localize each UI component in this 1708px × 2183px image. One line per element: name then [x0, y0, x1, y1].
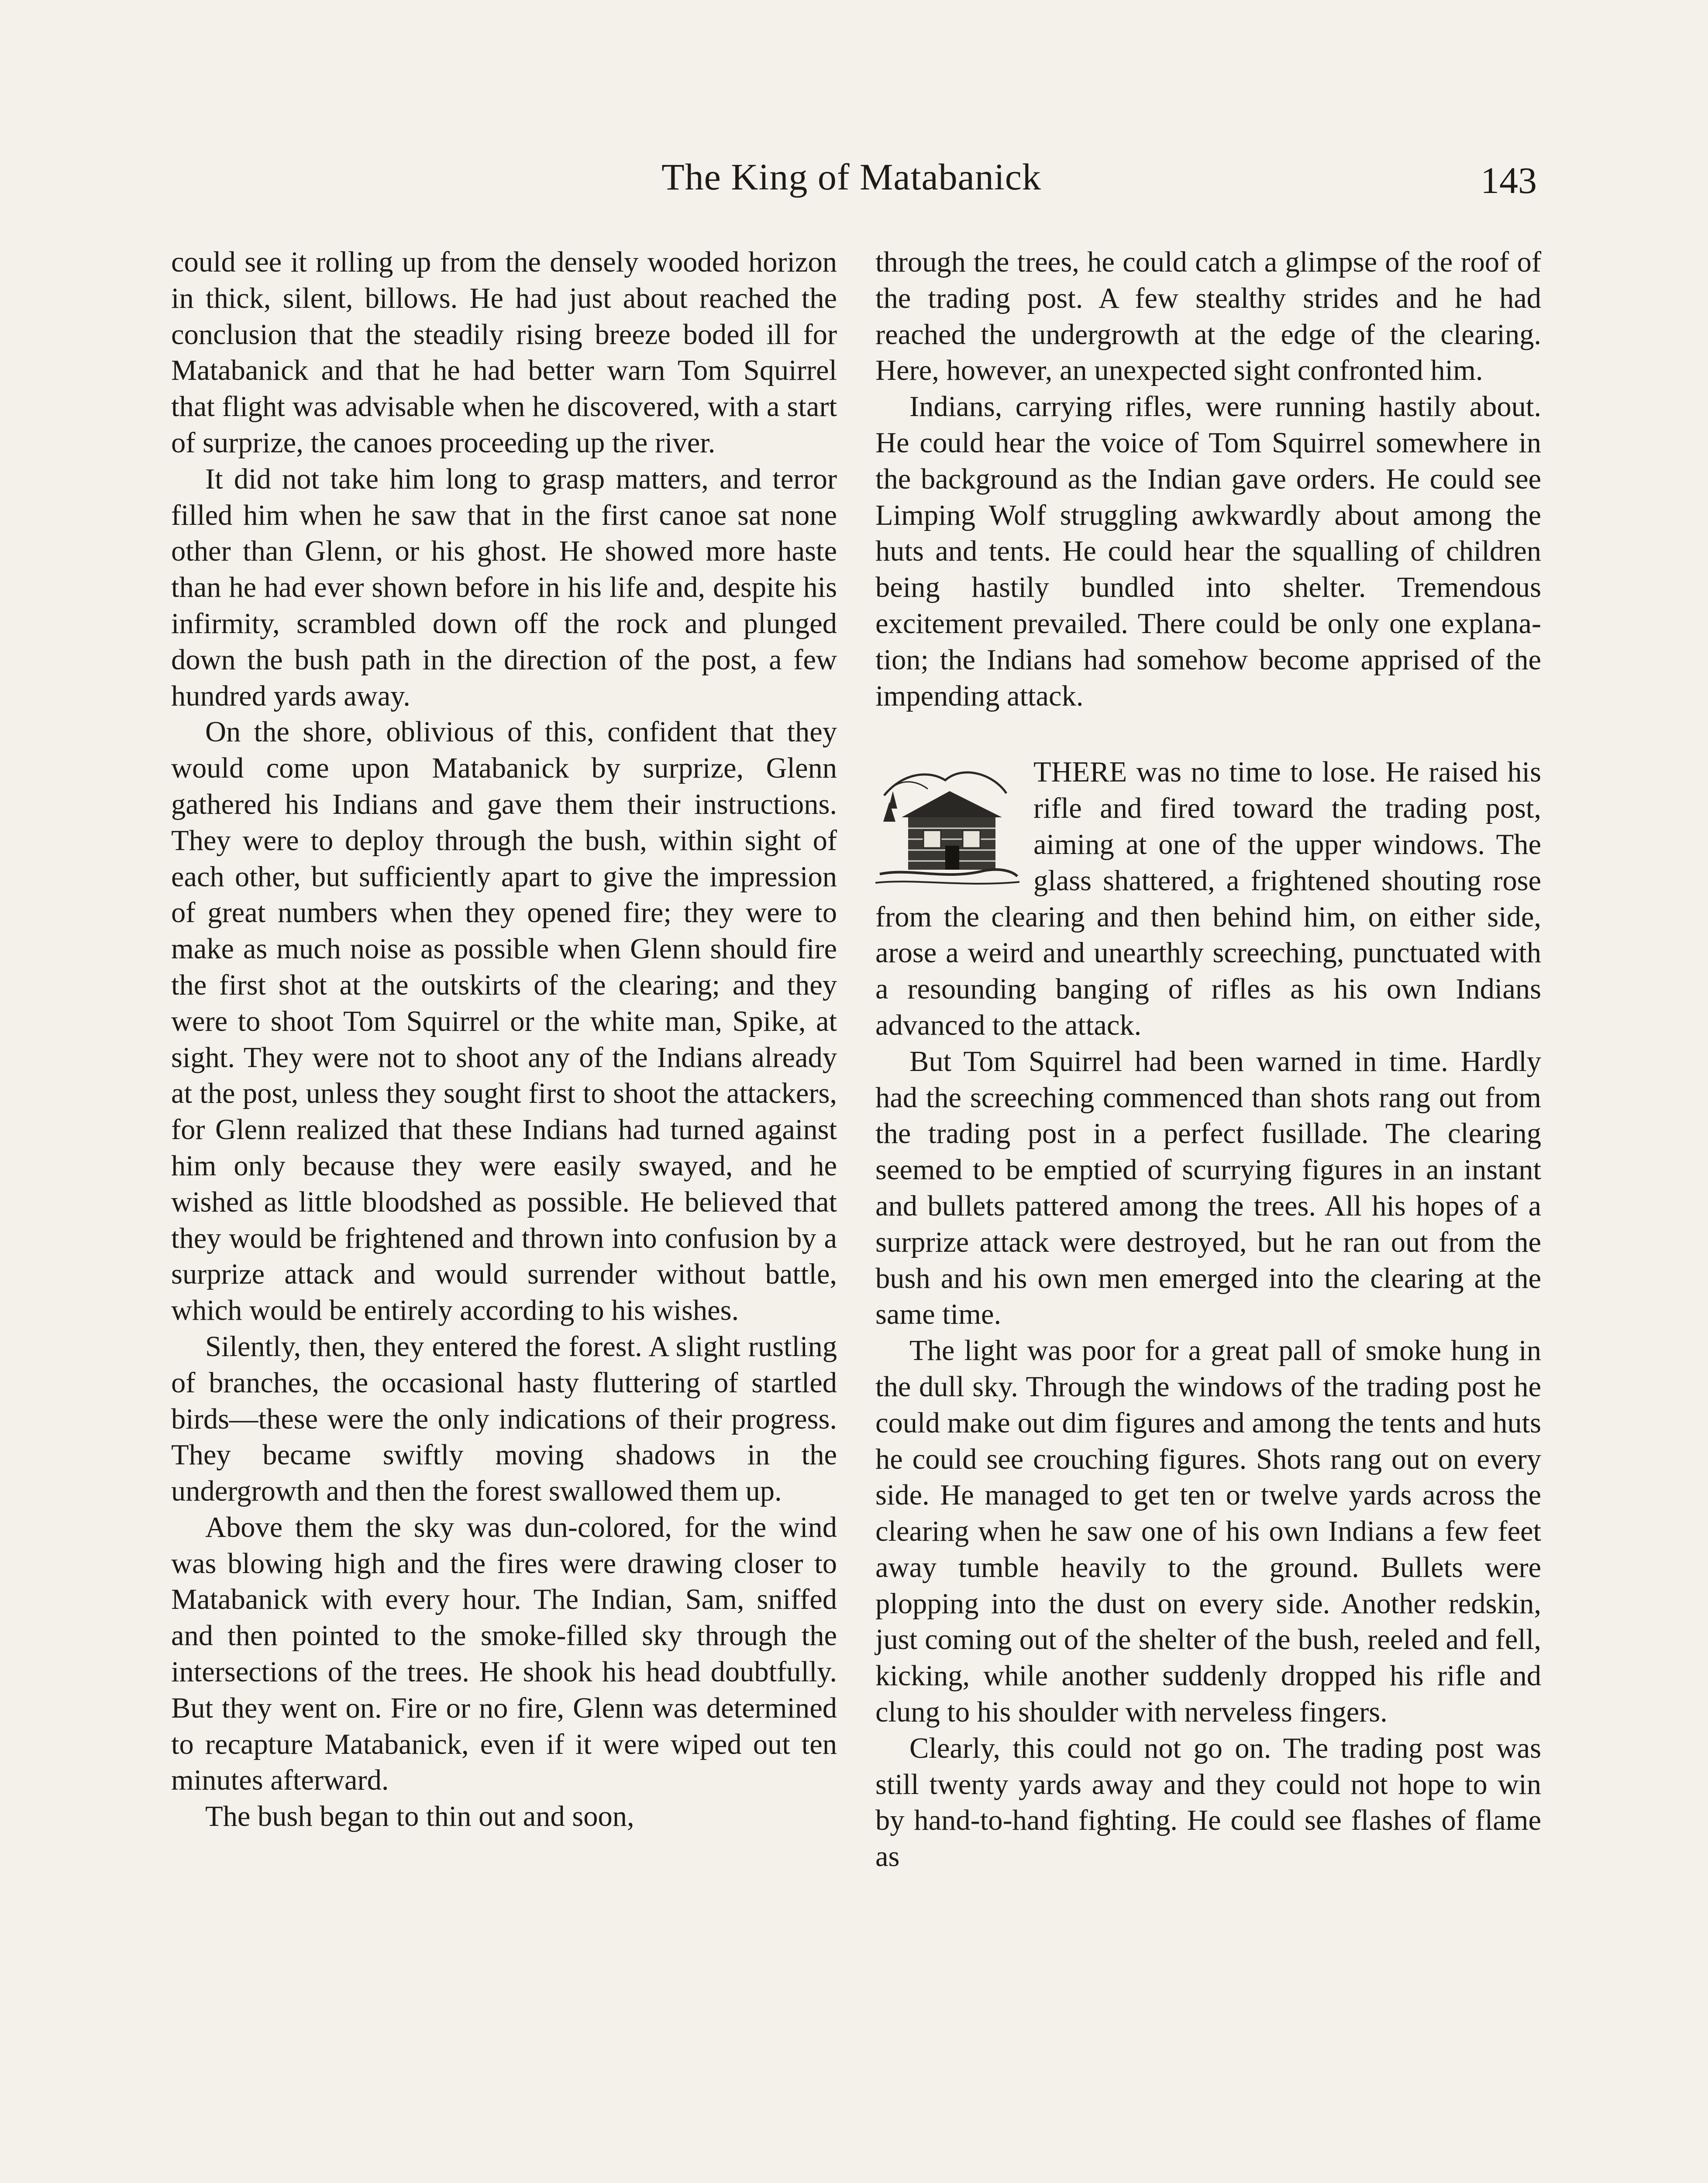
running-title: The King of Matabanick	[661, 156, 1041, 198]
paragraph: THERE was no time to lose. He raised his rifle and fired toward the trading post, aiming at one of the upper windows. The glass shattered, a frightened shouting rose from the clearing and then behind him, on either side, arose a weird and unearthly screeching, punctuated with a resounding banging of rifles as his own Indians advanced to the attack.	[875, 756, 1541, 1041]
paragraph: Indians, carrying rifles, were running hastily about. He could hear the voice of Tom Squirrel somewhere in the background as the Indian gave orders. He could see Limping Wolf struggling awkwardly about among the huts and tents. He could hear the squalling of children being hastily bundled into shelter. Tremendous excitement prevailed. There could be only one explanation; the Indians had somehow become apprised of the impending attack.	[875, 391, 1541, 712]
left-column	[171, 244, 837, 1835]
paragraph: Silently, then, they entered the forest. A slight rustling of branches, the occasional hasty fluttering of startled birds—these were the only indications of their progress. They became swiftly moving shadows in the undergrowth and then the forest swallowed them up.	[171, 1330, 837, 1508]
trading-post-vignette-icon	[875, 756, 1020, 892]
page-header	[166, 155, 1537, 207]
paragraph: It did not take him long to grasp matters, and terror filled him when he saw that in the first canoe sat none other than Glenn, or his ghost. He showed more haste than he had ever shown before in his life and, despite his infirmity, scrambled down off the rock and plunged down the bush path in the direction of the post, a few hundred yards away.	[171, 463, 837, 712]
right-column	[875, 244, 1541, 1875]
paragraph: through the trees, he could catch a glimpse of the roof of the trading post. A few stealthy strides and he had reached the undergrowth at the edge of the clearing. Here, however, an unexpected sight confronted him.	[875, 246, 1541, 387]
paragraph: On the shore, oblivious of this, confident that they would come upon Matabanick by surprize, Glenn gathered his Indians and gave them their instructions. They were to deploy through the bush, within sight of each other, but sufficiently apart to give the impression of great numbers when they opened fire; they were to make as much noise as possible when Glenn should fire the first shot at the outskirts of the clearing; and they were to shoot Tom Squirrel or the white man, Spike, at sight. They were not to shoot any of the Indians already at the post, unless they sought first to shoot the attackers, for Glenn realized that these Indians had turned against him only because they were easily swayed, and he wished as little bloodshed as possible. He believed that they would be frightened and thrown into confusion by a surprize attack and would surrender without battle, which would be entirely according to his wishes.	[171, 716, 837, 1327]
paragraph: The bush began to thin out and soon,	[205, 1801, 634, 1833]
paragraph: Above them the sky was dun-colored, for the wind was blowing high and the fires were drawing closer to Matabanick with every hour. The Indian, Sam, sniffed and then pointed to the smoke-filled sky through the intersections of the trees. He shook his head doubtfully. But they went on. Fire or no fire, Glenn was determined to recapture Matabanick, even if it were wiped out ten minutes afterward.	[171, 1511, 837, 1797]
paragraph: Clearly, this could not go on. The trading post was still twenty yards away and they could not hope to win by hand-to-hand fighting. He could see flashes of flame as	[875, 1732, 1541, 1873]
paragraph: The light was poor for a great pall of smoke hung in the dull sky. Through the windows of the trading post he could make out dim figures and among the tents and huts he could see crouching figures. Shots rang out on every side. He managed to get ten or twelve yards across the clearing when he saw one of his own Indians a few feet away tumble heavily to the ground. Bullets were plopping into the dust on every side. Another redskin, just coming out of the shelter of the bush, reeled and fell, kicking, while another suddenly dropped his rifle and clung to his shoulder with nerveless fingers.	[875, 1335, 1541, 1728]
paragraph: could see it rolling up from the densely wooded horizon in thick, silent, billows. He had just about reached the conclusion that the steadily rising breeze boded ill for Matabanick and that he had better warn Tom Squirrel that flight was advisable when he discovered, with a start of surprize, the canoes proceeding up the river.	[171, 246, 837, 459]
paragraph: But Tom Squirrel had been warned in time. Hardly had the screeching commenced than shots rang out from the trading post in a perfect fusillade. The clearing seemed to be emptied of scurrying figures in an instant and bullets pattered among the trees. All his hopes of a surprize attack were destroyed, but he ran out from the bush and his own men emerged into the clearing at the same time.	[875, 1045, 1541, 1331]
page-number: 143	[1481, 159, 1537, 201]
section-break	[875, 754, 1541, 1875]
